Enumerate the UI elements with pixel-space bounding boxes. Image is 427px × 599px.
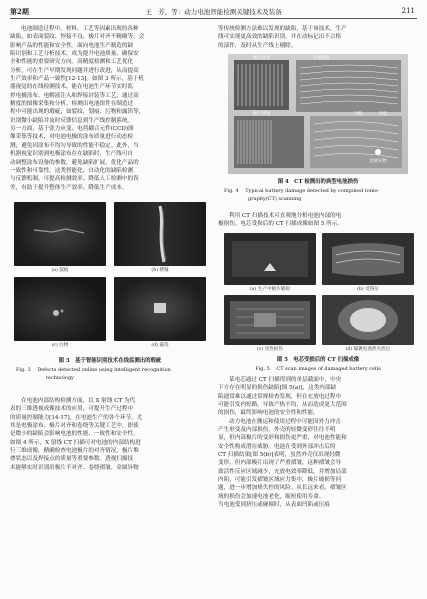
text-line: 电池制造过程中，材料、工艺等因素出现的各种 — [21, 26, 139, 32]
fig5-label-a: (a) 生产中极片破损 — [250, 287, 290, 292]
text-line: 陷识别和工艺分析技术，成为提升电池质量、确保安 — [10, 51, 139, 58]
fig4-ct-image — [228, 54, 408, 174]
text-line: 安全性构成潜在威胁。电池在受到外部冲击后的 — [218, 443, 336, 450]
fig3-caption-en: Fig. 3 Defects detected online using intelligent recognition — [16, 367, 171, 373]
text-line: 致活性反应区域减少，充放电效率降低，并增加局部 — [218, 468, 347, 475]
fig5-caption-en: Fig. 5 CT scan images of damaged battery cells — [255, 366, 381, 372]
text-line: 线可实现更高效的缺陷识别，并在动标记出不合格 — [218, 34, 342, 41]
text-line: CT 扫描结果[图 5(b)]表明，虽然外壳仅出现轻微 — [218, 452, 341, 459]
fig3-caption-cn: 图 3 基于智能识别技术在线监测出的瑕疵 — [58, 358, 162, 364]
fig3-panel-crack — [14, 202, 106, 266]
text-line: 内阻，可能引发褶皱区域应力集中，极片破损等问 — [218, 477, 342, 484]
fig5-caption-cn: 图 5 电芯受损后的 CT 扫描成像 — [276, 357, 360, 363]
thermal-runaway-image — [322, 295, 414, 345]
right-paragraph-1 — [218, 25, 418, 50]
text-line: 一致性和可靠性。这类智能化、自动化的缺陷检测 — [10, 167, 134, 174]
page-number: 211 — [401, 7, 415, 15]
text-line: 控电极涂布、电解液注入和焊接封装等工艺，通过高 — [10, 92, 139, 99]
text-line: 术能够实时识别出极片不对齐、卷绕褶皱、金属异物 — [10, 464, 139, 471]
text-line: 显，但内部极片的变形和损伤更严重，对电池性能和 — [218, 435, 347, 442]
text-line: 陷通常难以通过常规检查发现，但在充放电过程中 — [218, 393, 342, 400]
wrinkle-image — [114, 202, 206, 266]
text-line: 是微小的缺陷会影响电池的性能、一致性和安全性。 — [10, 431, 139, 438]
text-line: 的损伤，最终影响电池的安全性和性能。 — [218, 410, 319, 417]
fig4-label-fold: 极片褶皱 — [252, 112, 271, 117]
text-line: 其是电极涂布、极片对齐和卷绕等关键工艺中，即使 — [10, 423, 139, 430]
fig4-label-metal: 金属异物 — [369, 159, 387, 164]
text-line: 极损伤。电芯受损后的 CT 扫描成像如图 5 所示。 — [218, 221, 343, 228]
text-line: 生产效率和产品一致性[12-13]。如图 3 所示，基于机 — [10, 76, 144, 83]
fig4-caption-cn: 图 4 CT 检测出的典型电池损伤 — [277, 179, 359, 185]
fig5-panel-c — [224, 295, 316, 345]
text-line: 可能引发内短路，导致产热不均，从而造成更大范围 — [218, 402, 347, 409]
foil-image — [114, 277, 206, 341]
text-line: 缺陷，如表面裂纹、焊接不良、极片对齐不精确等，会 — [10, 34, 145, 41]
text-line: 动调整涂布设备的参数，避免缺陷扩展，优化产品的 — [10, 159, 139, 166]
fig3-panel-dirt — [14, 277, 106, 341]
text-line: 程中可能出现的瑕疵，如裂纹、划痕、污物和露箔等， — [10, 109, 145, 116]
text-line: 器视觉的在线检测技术，能在电池生产环节实时监 — [10, 84, 134, 91]
fig5-panel-b — [322, 233, 414, 285]
text-line: 等传统检测方法难以发现的缺陷，基于该技术，生产 — [218, 26, 347, 32]
text-line: 差，有助于提升整体生产效率、降低生产成本。 — [10, 184, 128, 191]
fig4-caption-en: Fig. 4 Typical battery damage detected by computed tomo- — [224, 188, 380, 194]
dirt-image — [14, 277, 106, 341]
text-line: 像采集等技术，对电池电极的涂布质量进行动态检 — [10, 134, 134, 141]
header-rule — [10, 18, 417, 19]
fig3-panel-foil — [114, 277, 206, 341]
crack-image — [14, 202, 106, 266]
fig4-label-align: 极片对齐 — [252, 56, 271, 61]
text-line: 的质量控制能力[14-17]。在电池生产的各个环节，尤 — [10, 414, 143, 421]
text-line: 影响产品的性能和安全性。面向电池生产制造的缺 — [10, 42, 134, 49]
issue-label: 第2期 — [10, 7, 29, 16]
text-line: 叠状态以及焊接点的质量等重要参数。透视扫描技 — [10, 456, 134, 463]
running-header — [0, 0, 427, 22]
fig3-label-b: (b) 褶皱 — [151, 268, 169, 273]
left-paragraph-1 — [10, 25, 210, 192]
text-line: 利用 CT 扫描技术可直观地分析电池内部的电 — [229, 213, 342, 219]
fig5-panel-d — [322, 295, 414, 345]
text-line: 题，进一步增加热失控的风险。从长远来看，褶皱区 — [218, 485, 347, 492]
left-paragraph-2 — [10, 397, 210, 472]
text-line: 识别微小缺陷并及时反馈信息到生产线控制系统。 — [10, 117, 134, 124]
fig5-label-d: (d) 镍镀电池热失控后 — [345, 347, 391, 352]
text-line: 机器视觉识别到电极涂布存在缺陷时，生产线可自 — [10, 151, 134, 158]
fig3-label-d: (d) 露箔 — [151, 343, 169, 348]
text-line: 当电池受到挤压或碰撞时，从表面凹陷或压痕 — [218, 502, 330, 509]
fig4-label-winding: 卷绕褶皱 — [312, 56, 330, 61]
fig4-label-inner: 内壁 — [353, 112, 363, 117]
fig4-caption-en-2: graphy(CT) scanning — [248, 196, 302, 202]
text-line: 某电芯通过 CT 扫描得到的单层截面中，中央 — [229, 377, 342, 383]
fig5-label-c: (c) 受热损伤 — [257, 347, 283, 352]
text-line: 产生形变及内部损伤。外壳的轻微变形往往不明 — [218, 427, 336, 434]
text-line: 表的三维透视成像技术的应用，可提升生产过程中 — [10, 406, 134, 413]
damaged-electrode-image — [224, 233, 316, 285]
text-line: 与反馈机制，可提高检测效率、降低人工检测中的误 — [10, 176, 139, 183]
text-line: 域的损伤会加速电池老化，缩短使用寿命。 — [218, 493, 325, 500]
text-line: 的部件，及时从生产线上剔除。 — [218, 42, 297, 49]
running-title: 王 芳，等：动力电池智能检测关键技术及装备 — [145, 8, 282, 16]
right-paragraph-2 — [218, 212, 418, 229]
text-line: 动力电池在搬运和使用过程中可能因外力冲击 — [229, 418, 341, 425]
fig3-panel-wrinkle — [114, 202, 206, 266]
text-line: 下方存在明显的损伤缺陷[图 5(a)]，这类内部缺 — [218, 385, 337, 392]
fig3-label-c: (c) 污物 — [51, 343, 69, 348]
crushed-cell-image — [322, 233, 414, 285]
figure-4 — [218, 52, 418, 212]
fig3-label-a: (a) 裂痕 — [51, 268, 69, 273]
text-line: 在电池内部结构检测方面，以 X 射线 CT 为代 — [21, 398, 136, 404]
fig5-label-b: (b) 受挤压 — [357, 287, 379, 292]
text-line: 精度的图像采集和分析，检测出电池组件在制造过 — [10, 101, 134, 108]
text-line: 如图 4 所示，X 射线 CT 扫描可对电池的内部结构进 — [10, 439, 141, 446]
fig3-caption-en-2: technology — [46, 375, 74, 381]
text-line: 测，避免因涂布不均匀导致的性能不稳定。此外，当 — [10, 142, 139, 149]
right-paragraph-3 — [218, 376, 418, 510]
text-line: 行三维成像，精确检查电池极片的对齐情况、极片堆 — [10, 448, 139, 455]
fig4-label-outer: 外壁 — [378, 112, 388, 117]
fig5-panel-a — [224, 233, 316, 285]
text-line: 变形，但内部极片出现了严重褶皱。这种褶皱会导 — [218, 460, 342, 467]
heat-damage-image — [224, 295, 316, 345]
text-line: 另一方面，基于张力应变、电荷耦合元件(CCD)图 — [10, 126, 134, 133]
text-line: 全和性能的重要研究方向。高精度检测和工艺优化 — [10, 59, 134, 66]
figure-3 — [10, 200, 210, 395]
figure-5 — [218, 231, 418, 371]
text-line: 分析，可在生产早期发现问题并进行改进，从而提高 — [10, 67, 139, 74]
